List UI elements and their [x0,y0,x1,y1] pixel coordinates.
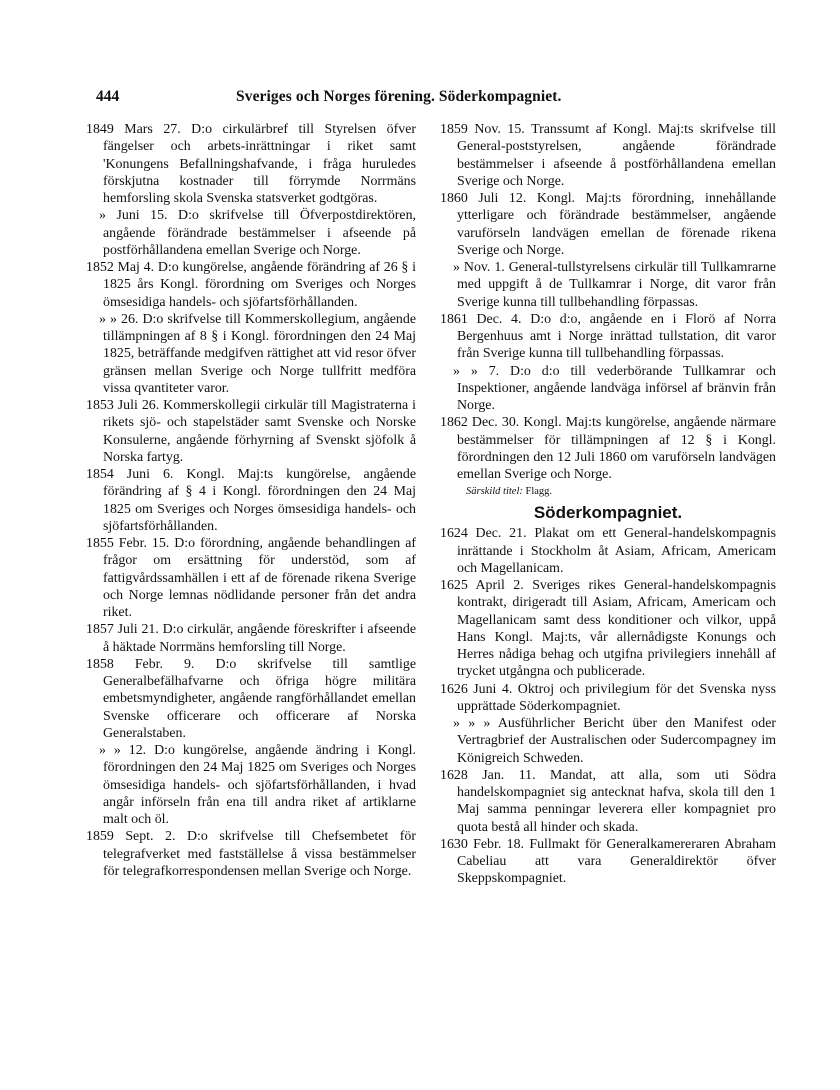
entry: 1859 Sept. 2. D:o skrifvelse till Chefsembetet för telegrafverket med fastställelse å vissa bestämmelser för telegrafkorrespondensen mellan Sverige och Norge. [86,829,416,879]
entry: 1862 Dec. 30. Kongl. Maj:ts kungörelse, angående närmare bestämmelser för tillämpningen af 12 § i Kongl. förordningen den 12 Juli 1860 om varuförseln landvägen emellan Sverige och Norge. [440,415,776,482]
running-title: Sveriges och Norges förening. Söderkompagniet. [236,88,562,105]
entry: 1849 Mars 27. D:o cirkulärbref till Styrelsen öfver fängelser och arbets-inrättningar i riket samt 'Konungens Befallningshafvande, i fråga huruledes förskjutna kostnader till förrymde Norrmäns hemforsling skola Svenska statsverket godtgöras. [86,122,416,206]
entry: » » 12. D:o kungörelse, angående ändring i Kongl. förordningen den 24 Maj 1825 om Sveriges och Norges ömsesidiga handels- och sjöfartsförhållanden, i hvad angår införseln från ena till andra riket af artiklarne malt och öl. [99,743,416,827]
entry: 1861 Dec. 4. D:o d:o, angående en i Florö af Norra Bergenhuus amt i Norge inrättad tullstation, dit varor från Sverige kunna till tullbehandling förpassas. [440,311,776,362]
left-column [86,121,416,880]
entry: 1853 Juli 26. Kommerskollegii cirkulär till Magistraterna i rikets sjö- och stapelstäder samt Svenske och Norske Konsulerne, angående förhyrning af Svenskt sjöfolk å Norska fartyg. [86,398,416,465]
page-number: 444 [96,88,120,105]
right-column [440,121,776,888]
entry: 1628 Jan. 11. Mandat, att alla, som uti Södra handelskompagniet sig antecknat hafva, skola till den 1 Maj samma penningar leverera eller kompagniet pro quota bestå all hinder och skada. [440,767,776,835]
entry: 1860 Juli 12. Kongl. Maj:ts förordning, innehållande ytterligare och förändrade bestämmelser, angående varuförseln landvägen emellan de förenade rikena Sverige och Norge. [440,191,776,258]
entry: » Juni 15. D:o skrifvelse till Öfverpostdirektören, angående förändrade bestämmelser i afseende på postförhållandena emellan Sverige och Norge. [99,208,416,258]
special-title-label: Särskild titel: [466,486,523,498]
entry: 1854 Juni 6. Kongl. Maj:ts kungörelse, angående förändring af § 4 i Kongl. förordningen den 24 Maj 1825 om Sveriges och Norges ömsesidiga handels- och sjöfartsförhållanden. [86,467,416,534]
entry: 1625 April 2. Sveriges rikes General-handelskompagnis kontrakt, dirigeradt till Asiam, Africam, Americam och Magellanicam samt dess konditioner och vilkor, uppå Hans Kongl. Maj:ts, vår allernådigste Konungs och Herres nådiga behag och utgifna privilegiers innehåll af trycket utgångna och publicerade. [440,578,776,680]
entry: 1852 Maj 4. D:o kungörelse, angående förändring af 26 § i 1825 års Kongl. förordning om Sveriges och Norges ömsesidiga handels- och sjöfartsförhållanden. [86,260,416,310]
entry: » » » Ausführlicher Bericht über den Manifest oder Vertragbrief der Australischen oder Sudercompagney im Königreich Schweden. [453,716,776,766]
special-title-note [466,485,776,498]
section-heading: Söderkompagniet. [533,503,683,523]
entry: » Nov. 1. General-tullstyrelsens cirkulär till Tullkamrarne med uppgift å de Tullkamrar i Norge, dit varor från Sverige kunna till tullbehandling förpassas. [453,260,776,310]
entry: 1858 Febr. 9. D:o skrifvelse till samtlige Generalbefälhafvarne och öfriga högre militära embetsmyndigheter, angående rangförhållandet emellan Svenske officerare och officerare af Norska Generalstaben. [86,656,416,741]
entry: » » 26. D:o skrifvelse till Kommerskollegium, angående tillämpningen af 8 § i Kongl. förordningen den 24 Maj 1825, beträffande medgifven rättighet att vid resor öfver gränsen mellan Sverige och Norge tullfritt medföra vissa qvantiteter varor. [99,311,416,396]
entry: 1857 Juli 21. D:o cirkulär, angående föreskrifter i afseende å häktade Norrmäns hemforsling till Norge. [86,622,416,655]
special-title-value: Flagg. [525,486,553,498]
page-header [96,88,786,110]
entry: 1624 Dec. 21. Plakat om ett General-handelskompagnis inrättande i Stockholm åt Asiam, Africam, Americam och Magellanicam. [440,526,776,576]
entry: 1855 Febr. 15. D:o förordning, angående behandlingen af frågor om ersättning för understöd, som af fattigvårdssamhällen i ett af de förenade rikena Sverige och Norge lemnas nödlidande personer från det andra riket. [86,536,416,620]
entry: » » 7. D:o d:o till vederbörande Tullkamrar och Inspektioner, angående landväga införsel af bränvin från Norge. [453,363,776,413]
entry: 1859 Nov. 15. Transsumt af Kongl. Maj:ts skrifvelse till General-poststyrelsen, angående förändrade bestämmelser i afseende å postförhållandena emellan Sverige och Norge. [440,122,776,189]
entry: 1626 Juni 4. Oktroj och privilegium för det Svenska nyss upprättade Söderkompagniet. [440,681,776,714]
entry: 1630 Febr. 18. Fullmakt för Generalkamereraren Abraham Cabeliau att vara Generaldirektör öfver Skeppskompagniet. [440,836,776,887]
